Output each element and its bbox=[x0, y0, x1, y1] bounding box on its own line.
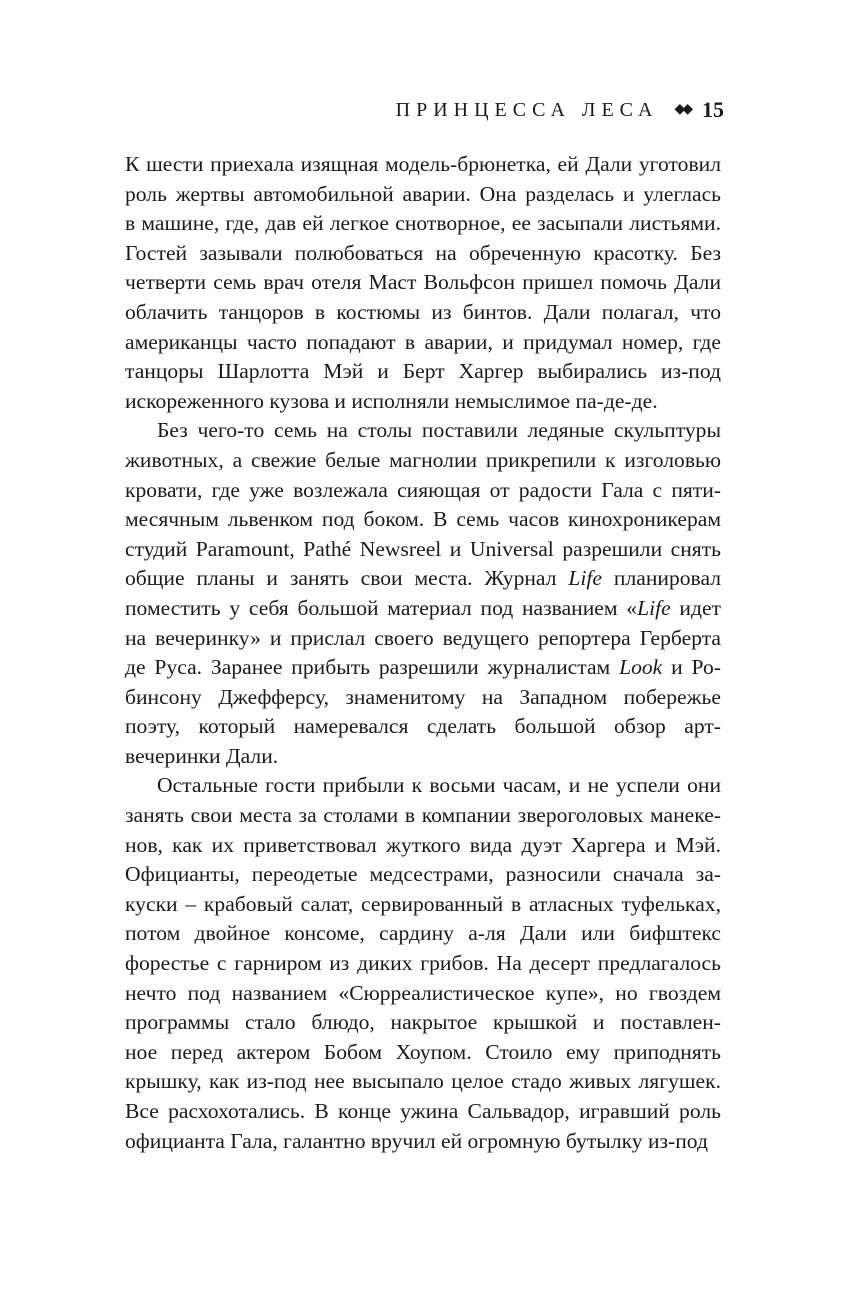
text-line: искореженного кузова и исполняли немыслимое па-де-де. bbox=[125, 388, 658, 413]
text-line: общие планы и занять свои места. Журнал Life планировал bbox=[125, 566, 721, 591]
text-line: животных, а свежие белые магнолии прикрепили к изголовью bbox=[125, 447, 721, 472]
text-line: Остальные гости прибыли к восьми часам, и не успели они bbox=[157, 773, 721, 798]
text-line: бинсону Джефферсу, знаменитому на Западном побережье bbox=[125, 684, 721, 709]
text-line: де Руса. Заранее прибыть разрешили журналистам Look и Ро- bbox=[125, 655, 721, 680]
text-line: поместить у себя большой материал под названием «Life идет bbox=[125, 595, 721, 620]
running-head-title: ПРИНЦЕССА ЛЕСА bbox=[395, 99, 659, 121]
text-line: нечто под названием «Сюрреалистическое купе», но гвоздем bbox=[125, 980, 721, 1005]
text-line: на вечеринку» и прислал своего ведущего репортера Герберта bbox=[125, 625, 721, 650]
text-line: вечеринки Дали. bbox=[125, 743, 279, 768]
text-line: Официанты, переодетые медсестрами, разносили сначала за- bbox=[125, 862, 721, 887]
text-line: форестье с гарниром из диких грибов. На десерт предлагалось bbox=[125, 951, 721, 976]
text-line: Гостей зазывали полюбоваться на обреченную красотку. Без bbox=[125, 240, 721, 265]
text-line: куски – крабовый салат, сервированный в атласных туфельках, bbox=[125, 891, 721, 916]
text-line: американцы часто попадают в аварии, и придумал номер, где bbox=[125, 329, 721, 354]
page-number: 15 bbox=[702, 97, 724, 122]
paragraph bbox=[125, 416, 721, 771]
text-line: потом двойное консоме, сардину а-ля Дали или бифштекс bbox=[125, 921, 721, 946]
running-head bbox=[396, 96, 724, 124]
text-line: студий Paramount, Pathé Newsreel и Universal разрешили снять bbox=[125, 536, 721, 561]
text-line: программы стало блюдо, накрытое крышкой и поставлен- bbox=[125, 1010, 721, 1035]
text-line: ное перед актером Бобом Хоупом. Стоило ему приподнять bbox=[125, 1039, 721, 1064]
ornament-icon: ◆◆ bbox=[674, 102, 690, 117]
text-line: месячным львенком под боком. В семь часов кинохроникерам bbox=[125, 507, 721, 532]
text-line: поэту, который намеревался сделать большой обзор арт- bbox=[125, 714, 721, 739]
body-text bbox=[125, 150, 721, 1156]
text-line: танцоры Шарлотта Мэй и Берт Харгер выбирались из-под bbox=[125, 359, 721, 384]
text-line: крышку, как из-под нее высыпало целое стадо живых лягушек. bbox=[125, 1069, 721, 1094]
text-line: К шести приехала изящная модель-брюнетка, ей Дали уготовил bbox=[125, 152, 721, 176]
text-line: роль жертвы автомобильной аварии. Она разделась и улеглась bbox=[125, 181, 721, 206]
text-line: кровати, где уже возлежала сияющая от радости Гала с пяти- bbox=[125, 477, 721, 502]
text-line: четверти семь врач отеля Маст Вольфсон пришел помочь Дали bbox=[125, 270, 721, 295]
paragraph bbox=[125, 771, 721, 1156]
text-line: занять свои места за столами в компании звероголовых манеке- bbox=[125, 803, 721, 828]
text-line: облачить танцоров в костюмы из бинтов. Дали полагал, что bbox=[125, 299, 721, 324]
text-line: в машине, где, дав ей легкое снотворное, ее засыпали листьями. bbox=[125, 211, 721, 236]
text-line: официанта Гала, галантно вручил ей огромную бутылку из-под bbox=[125, 1128, 708, 1153]
paragraph bbox=[125, 150, 721, 416]
text-line: Все расхохотались. В конце ужина Сальвадор, игравший роль bbox=[125, 1099, 721, 1123]
text-line: Без чего-то семь на столы поставили ледяные скульптуры bbox=[157, 418, 721, 443]
text-line: нов, как их приветствовал жуткого вида дуэт Харгера и Мэй. bbox=[125, 832, 721, 857]
